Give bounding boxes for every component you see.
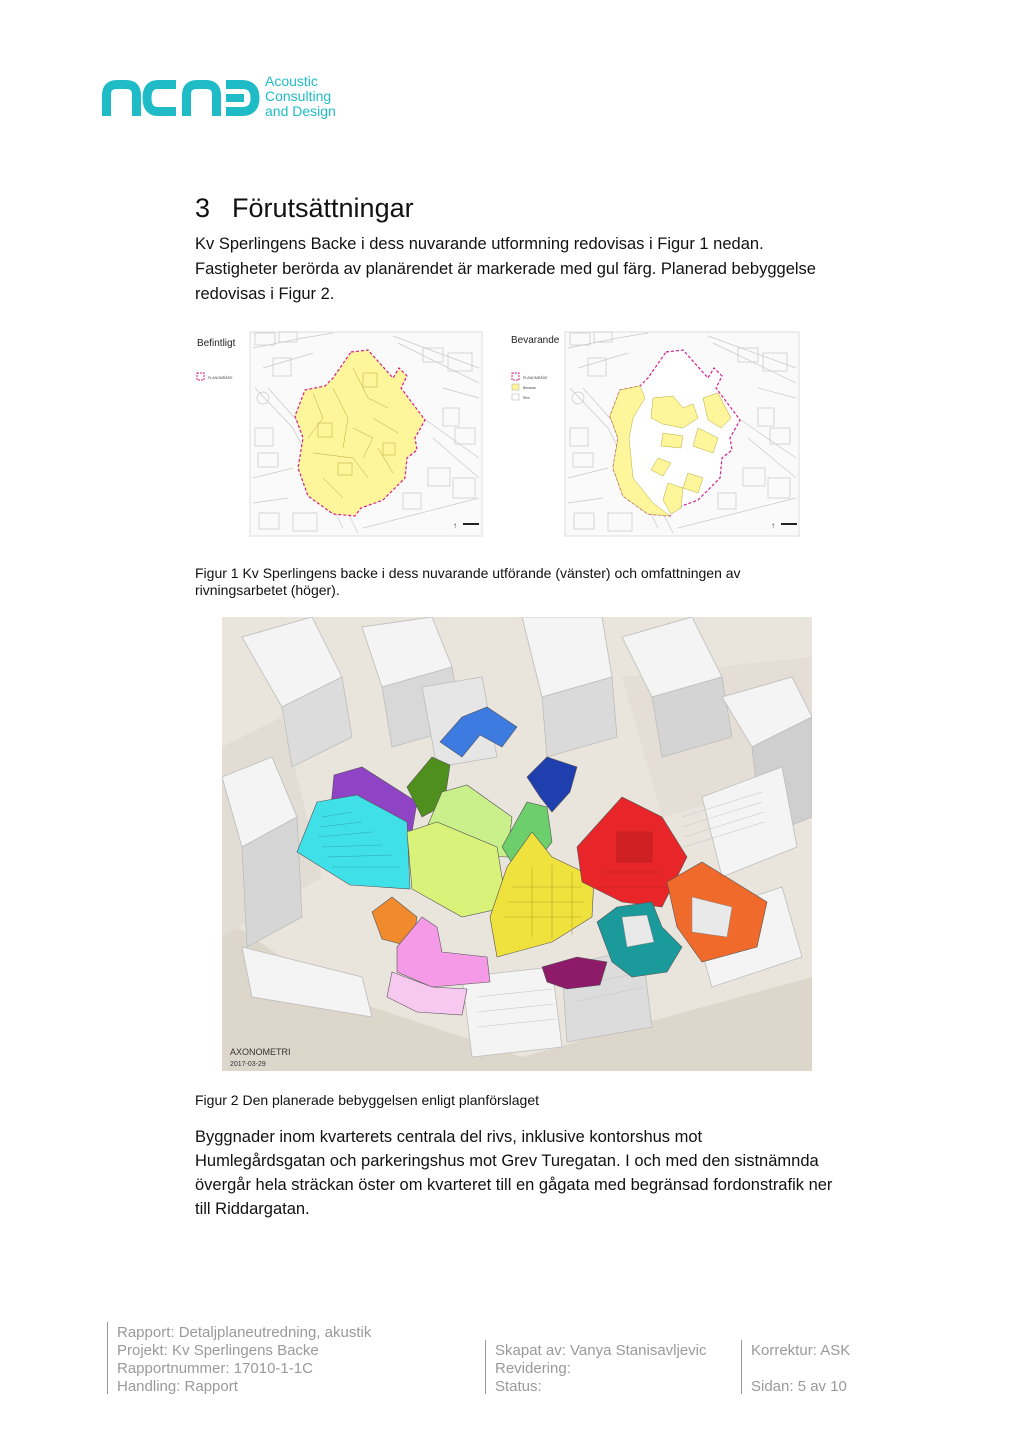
figure-1 (193, 328, 833, 540)
footer-divider (107, 1322, 108, 1394)
axonometric-image (222, 617, 812, 1071)
legend-swatch (197, 373, 204, 380)
left-legend-label: PLANOMRÅDE (208, 376, 233, 380)
footer-skapat: Skapat av: Vanya Stanisavljevic (495, 1342, 707, 1359)
footer-status: Status: (495, 1378, 542, 1395)
footer-divider (485, 1340, 486, 1394)
body-paragraph: Byggnader inom kvarterets centrala del rivs, inklusive kontorshus mot Humlegårdsgatan och parkeringshus mot Grev Turegatan. I och med den sistnämnda övergår hela sträckan öster om kvarteret till en gågata med begränsad fordonstrafik ner till Riddargatan. (195, 1128, 833, 1218)
footer-report-info (117, 1324, 371, 1396)
footer-handling: Handling: Rapport (117, 1378, 238, 1395)
legend-swatch (512, 394, 519, 400)
footer-author-info (495, 1342, 707, 1396)
svg-text:↑: ↑ (771, 521, 775, 530)
tagline-line: Acoustic (265, 73, 318, 89)
footer-revidering: Revidering: (495, 1360, 571, 1377)
footer-korrektur: Korrektur: ASK (751, 1342, 851, 1359)
right-legend-label: PLANOMRÅDE (523, 376, 548, 380)
figure-1-caption: Figur 1 Kv Sperlingens backe i dess nuvarande utförande (vänster) och omfattningen av rivningsarbetet (höger). (195, 565, 741, 598)
page-footer (0, 1322, 1024, 1402)
footer-divider (741, 1340, 742, 1394)
right-legend-label: Rivs (523, 396, 530, 400)
section-title: Förutsättningar (232, 193, 414, 223)
existing-site-plan (197, 332, 482, 536)
legend-swatch (512, 384, 519, 390)
axonometry-date: 2017-03-29 (230, 1061, 266, 1068)
right-map-title: Bevarande (511, 335, 560, 346)
demolition-site-plan (511, 332, 799, 536)
tagline-line: and Design (265, 103, 336, 119)
intro-paragraph: Kv Sperlingens Backe i dess nuvarande utformning redovisas i Figur 1 nedan. Fastigheter berörda av planärendet är markerade med gul färg. Planerad bebyggelse redovisas i Figur 2. (195, 235, 816, 303)
legend-swatch (512, 373, 519, 380)
section-heading (195, 193, 414, 224)
footer-rapport: Rapport: Detaljplaneutredning, akustik (117, 1324, 372, 1341)
left-map-title: Befintligt (197, 338, 236, 349)
footer-sidan: Sidan: 5 av 10 (751, 1378, 847, 1395)
axonometry-label: AXONOMETRI (230, 1047, 291, 1057)
footer-projekt: Projekt: Kv Sperlingens Backe (117, 1342, 319, 1359)
figure-2-caption: Figur 2 Den planerade bebyggelsen enligt planförslaget (195, 1092, 540, 1108)
tagline-line: Consulting (265, 88, 332, 104)
figure-2 (222, 617, 812, 1071)
logo-wordmark (102, 80, 260, 116)
footer-rapportnummer: Rapportnummer: 17010-1-1C (117, 1360, 313, 1377)
company-logo (102, 72, 362, 122)
site-plans-image (193, 328, 833, 540)
footer-page-info (751, 1342, 850, 1396)
logo-tagline (265, 74, 336, 119)
right-legend-label: Bevaras (523, 386, 536, 390)
svg-text:↑: ↑ (453, 521, 457, 530)
section-number: 3 (195, 193, 211, 223)
